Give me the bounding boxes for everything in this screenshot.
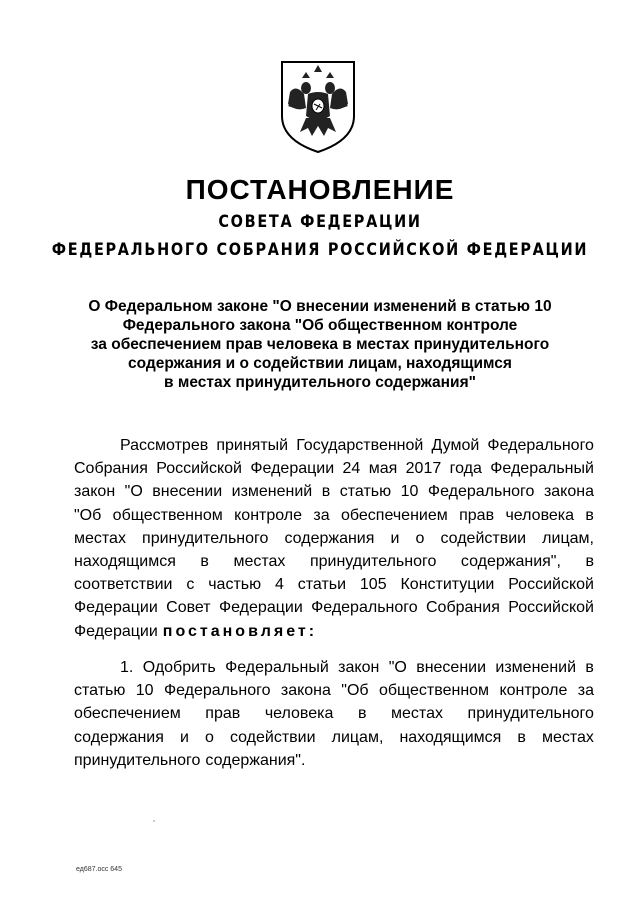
text-line xyxy=(74,702,594,725)
text-line xyxy=(74,573,594,596)
text-word: принятый xyxy=(216,437,289,454)
text-word: года xyxy=(449,460,482,478)
text-word: Федерации xyxy=(250,460,335,478)
text-line xyxy=(74,596,594,619)
text-word: 1. xyxy=(120,659,134,676)
text-word: содержания". xyxy=(205,751,306,769)
text-word: в xyxy=(517,728,526,746)
text-word: Собрания xyxy=(74,460,148,478)
text-word: местах xyxy=(74,529,126,547)
document-subject xyxy=(70,297,570,392)
text-word: за xyxy=(577,682,594,700)
resolution-item-1 xyxy=(74,656,594,772)
preamble-paragraph xyxy=(74,434,594,643)
text-word: Федерации xyxy=(74,622,158,640)
text-word: в xyxy=(321,483,331,501)
text-line xyxy=(74,620,594,643)
text-word: 2017 xyxy=(405,460,442,478)
text-word: и xyxy=(179,728,189,746)
text-word: Думой xyxy=(431,437,480,454)
text-line xyxy=(74,434,594,457)
text-word: находящимся xyxy=(74,553,176,571)
text-word: Федерального xyxy=(311,599,418,617)
text-word: частью xyxy=(208,576,262,594)
text-word: Совет xyxy=(166,599,211,617)
text-word: находящимся xyxy=(399,728,502,746)
text-word: закона xyxy=(543,483,594,501)
text-word: содержания", xyxy=(460,553,561,571)
text-word: "Об xyxy=(341,682,369,700)
text-word: Федерального xyxy=(163,682,271,700)
text-word: лицам, xyxy=(542,529,594,547)
text-word: принудительного xyxy=(74,751,201,769)
document-code: ед687.осс 645 xyxy=(76,866,122,873)
text-word: статью xyxy=(74,682,126,700)
text-word: прав xyxy=(459,506,495,524)
text-word: мая xyxy=(368,460,398,478)
issuer-line-2: ФЕДЕРАЛЬНОГО СОБРАНИЯ РОССИЙСКОЙ ФЕДЕРАЦИИ xyxy=(51,240,589,260)
text-word: 10 xyxy=(135,682,154,700)
resolves-keyword: постановляет: xyxy=(162,622,318,640)
text-word: местах xyxy=(233,553,286,571)
text-word: за xyxy=(313,506,330,524)
text-word: местах xyxy=(391,705,443,723)
text-word: изменений xyxy=(495,659,577,676)
text-word: Федеральный xyxy=(225,659,329,676)
issuer-line-1: СОВЕТА ФЕДЕРАЦИИ xyxy=(218,212,422,232)
text-line xyxy=(74,527,594,550)
text-word: внесении xyxy=(152,483,223,501)
text-word: принудительного xyxy=(309,553,437,571)
text-word: закона xyxy=(280,682,331,700)
text-word: статьи xyxy=(297,576,347,594)
text-word: 4 xyxy=(274,576,284,594)
text-word: Федеральный xyxy=(490,460,594,478)
text-word: Одобрить xyxy=(142,659,216,676)
text-word: содержания xyxy=(74,728,164,746)
text-word: изменений xyxy=(231,483,313,501)
text-word: местах xyxy=(541,728,594,746)
text-word: обеспечением xyxy=(341,506,448,524)
text-word: в xyxy=(200,553,209,571)
text-word: человека xyxy=(264,705,334,723)
text-word: контроле xyxy=(499,682,568,700)
text-word: "О xyxy=(388,659,407,676)
text-word: внесении xyxy=(416,659,487,676)
text-line xyxy=(74,550,594,573)
text-word: принудительного xyxy=(467,705,594,723)
text-line xyxy=(74,457,594,480)
subject-line: Федерального закона "Об общественном контроле xyxy=(122,317,518,334)
text-word: Российской xyxy=(508,599,594,617)
text-word: общественном xyxy=(112,506,223,524)
text-word: Федерального xyxy=(427,483,535,501)
text-word: статью xyxy=(339,483,392,501)
text-word: соответствии xyxy=(74,576,173,594)
coat-of-arms-emblem xyxy=(276,58,360,154)
text-line xyxy=(74,726,594,749)
text-word: Федерации xyxy=(74,599,158,617)
subject-line: О Федеральном законе "О внесении изменений в статью 10 xyxy=(88,298,552,315)
text-word: Конституции xyxy=(400,576,495,594)
text-word: Федерального xyxy=(487,437,594,454)
text-word: закон xyxy=(74,483,116,501)
text-word: содействии xyxy=(440,529,527,547)
text-word: лицам, xyxy=(331,728,384,746)
text-word: 10 xyxy=(400,483,419,501)
text-word: закон xyxy=(338,659,380,676)
text-word: Государственной xyxy=(296,437,424,454)
text-line xyxy=(74,504,594,527)
text-line xyxy=(74,679,594,702)
text-word: Собрания xyxy=(426,599,500,617)
text-word: Рассмотрев xyxy=(120,437,209,454)
text-word: о xyxy=(415,529,425,547)
text-word: содержания xyxy=(284,529,375,547)
text-word: с xyxy=(186,576,195,594)
text-word: Федерации xyxy=(218,599,303,617)
subject-line: содержания и о содействии лицам, находящимся xyxy=(128,355,512,372)
text-word: 105 xyxy=(359,576,387,594)
subject-line: в местах принудительного содержания" xyxy=(164,374,476,391)
text-word: и xyxy=(390,529,400,547)
text-line xyxy=(74,749,594,772)
text-word: "О xyxy=(124,483,143,501)
text-word: в xyxy=(585,659,594,676)
text-word: в xyxy=(357,705,367,723)
text-line xyxy=(74,656,594,679)
text-word: "Об xyxy=(74,506,102,524)
text-line xyxy=(74,480,594,503)
text-word: принудительного xyxy=(142,529,269,547)
text-word: содействии xyxy=(229,728,316,746)
text-word: в xyxy=(585,506,594,524)
text-word: Российской xyxy=(156,460,242,478)
text-word: о xyxy=(204,728,214,746)
text-word: 24 xyxy=(342,460,361,478)
text-word: прав xyxy=(205,705,241,723)
text-word: общественном xyxy=(378,682,490,700)
text-word: в xyxy=(585,553,594,571)
scan-speck xyxy=(153,820,155,822)
text-word: Российской xyxy=(508,576,594,594)
text-word: контроле xyxy=(234,506,303,524)
document-title: ПОСТАНОВЛЕНИЕ xyxy=(185,174,455,205)
text-word: обеспечением xyxy=(74,705,181,723)
text-word: человека xyxy=(505,506,575,524)
subject-line: за обеспечением прав человека в местах принудительного xyxy=(90,336,550,353)
